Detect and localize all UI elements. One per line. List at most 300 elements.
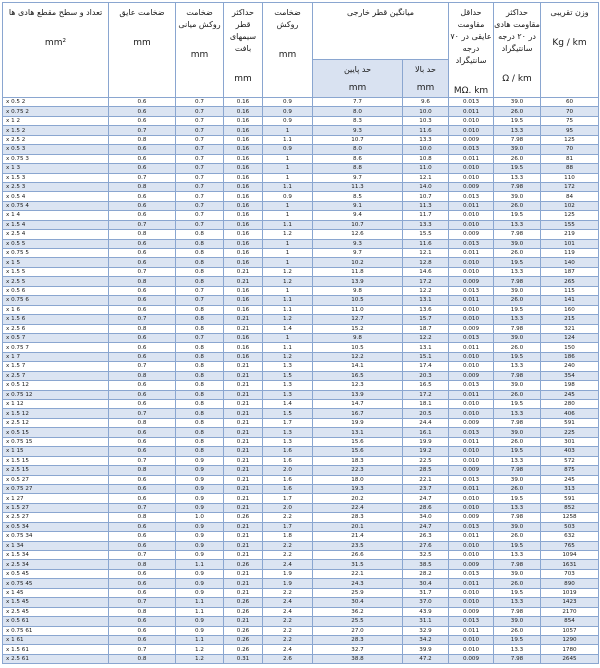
cell-sheath: 1 [263, 126, 313, 135]
cell-od_min: 22.4 [313, 503, 403, 512]
cell-sheath: 2.2 [263, 513, 313, 522]
cell-sheath: 2.2 [263, 541, 313, 550]
table-row [3, 135, 599, 144]
cell-ir: 0.011 [449, 626, 494, 635]
cell-wt: 124 [541, 333, 599, 342]
cell-ir: 0.013 [449, 98, 494, 107]
cell-wt: 403 [541, 447, 599, 456]
cell-od_max: 14.0 [403, 182, 449, 191]
cell-braid: 0.21 [224, 390, 263, 399]
cell-cr: 19.5 [494, 352, 541, 361]
cell-od_min: 32.7 [313, 645, 403, 654]
cell-braid: 0.31 [224, 654, 263, 663]
cell-inner: 0.9 [176, 532, 224, 541]
cell-od_max: 32.9 [403, 626, 449, 635]
cell-braid: 0.21 [224, 267, 263, 276]
cell-ir: 0.010 [449, 126, 494, 135]
cell-cr: 26.0 [494, 154, 541, 163]
cell-wt: 1631 [541, 560, 599, 569]
cell-size: 4 x 0.75 [3, 201, 109, 210]
cell-inner: 0.9 [176, 541, 224, 550]
cell-sheath: 1.3 [263, 381, 313, 390]
cell-od_min: 20.1 [313, 522, 403, 531]
cell-braid: 0.26 [224, 645, 263, 654]
cell-sheath: 2.2 [263, 635, 313, 644]
cell-wt: 186 [541, 352, 599, 361]
cell-od_max: 20.3 [403, 371, 449, 380]
cell-ins: 0.8 [109, 277, 176, 286]
cell-sheath: 1.5 [263, 409, 313, 418]
cell-od_max: 18.7 [403, 324, 449, 333]
cell-cr: 26.0 [494, 249, 541, 258]
table-row [3, 145, 599, 154]
cell-od_max: 16.5 [403, 381, 449, 390]
cell-od_max: 24.7 [403, 494, 449, 503]
cell-wt: 240 [541, 362, 599, 371]
cell-od_min: 23.5 [313, 541, 403, 550]
cell-ir: 0.009 [449, 466, 494, 475]
cell-braid: 0.26 [224, 560, 263, 569]
cell-od_min: 10.7 [313, 135, 403, 144]
cell-od_max: 17.2 [403, 277, 449, 286]
cell-od_min: 18.3 [313, 456, 403, 465]
cell-wt: 172 [541, 182, 599, 191]
cell-ins: 0.6 [109, 192, 176, 201]
table-row [3, 239, 599, 248]
cell-od_max: 11.0 [403, 164, 449, 173]
header-braid-wire-diameter: حداکثر قطر سیمهای بافت mm [224, 3, 263, 98]
cell-size: 2 x 0.5 [3, 98, 109, 107]
table-row [3, 447, 599, 456]
table-row [3, 645, 599, 654]
header-cores-cross-section: تعداد و سطح مقطع هادی ها mm² [3, 3, 109, 98]
cell-od_max: 13.1 [403, 296, 449, 305]
cell-inner: 0.8 [176, 390, 224, 399]
cell-ins: 0.6 [109, 437, 176, 446]
cell-size: 4 x 1.5 [3, 220, 109, 229]
cell-cr: 13.3 [494, 315, 541, 324]
cell-size: 61 x 2.5 [3, 654, 109, 663]
cell-sheath: 1.2 [263, 267, 313, 276]
cell-od_max: 24.4 [403, 418, 449, 427]
cell-ir: 0.013 [449, 381, 494, 390]
cell-od_min: 19.9 [313, 418, 403, 427]
cell-cr: 19.5 [494, 635, 541, 644]
table-row [3, 503, 599, 512]
cell-ins: 0.7 [109, 598, 176, 607]
cell-cr: 7.98 [494, 135, 541, 144]
table-row [3, 352, 599, 361]
cell-sheath: 1.4 [263, 400, 313, 409]
cell-size: 6 x 2.5 [3, 324, 109, 333]
cell-inner: 0.8 [176, 381, 224, 390]
cell-ir: 0.010 [449, 400, 494, 409]
cell-ins: 0.6 [109, 635, 176, 644]
cell-wt: 155 [541, 220, 599, 229]
cell-ins: 0.8 [109, 182, 176, 191]
cell-cr: 13.3 [494, 598, 541, 607]
cell-braid: 0.21 [224, 466, 263, 475]
cell-inner: 0.7 [176, 192, 224, 201]
cell-sheath: 1.6 [263, 456, 313, 465]
cell-sheath: 1.2 [263, 230, 313, 239]
cell-ir: 0.010 [449, 173, 494, 182]
cell-ins: 0.6 [109, 352, 176, 361]
cell-inner: 0.7 [176, 220, 224, 229]
table-row [3, 635, 599, 644]
cell-od_min: 27.0 [313, 626, 403, 635]
cell-cr: 7.98 [494, 560, 541, 569]
cell-size: 5 x 0.75 [3, 249, 109, 258]
cell-sheath: 2.2 [263, 588, 313, 597]
cell-wt: 2170 [541, 607, 599, 616]
cell-od_min: 21.4 [313, 532, 403, 541]
cell-ir: 0.009 [449, 418, 494, 427]
cell-sheath: 1 [263, 249, 313, 258]
cell-cr: 26.0 [494, 579, 541, 588]
cell-size: 27 x 0.5 [3, 475, 109, 484]
table-row [3, 381, 599, 390]
cell-cr: 7.98 [494, 654, 541, 663]
cell-sheath: 1.1 [263, 182, 313, 191]
cell-sheath: 1.7 [263, 494, 313, 503]
cell-cr: 13.3 [494, 551, 541, 560]
cell-cr: 7.98 [494, 466, 541, 475]
cell-cr: 39.0 [494, 145, 541, 154]
cell-od_min: 11.0 [313, 305, 403, 314]
cable-spec-sheet [2, 2, 598, 664]
cell-ir: 0.010 [449, 588, 494, 597]
cell-od_max: 20.5 [403, 409, 449, 418]
table-row [3, 588, 599, 597]
table-row [3, 182, 599, 191]
cell-od_min: 16.5 [313, 371, 403, 380]
cell-braid: 0.16 [224, 192, 263, 201]
table-row [3, 220, 599, 229]
cell-od_max: 13.3 [403, 135, 449, 144]
cell-od_min: 8.6 [313, 154, 403, 163]
cell-wt: 187 [541, 267, 599, 276]
cell-od_max: 31.1 [403, 617, 449, 626]
cell-braid: 0.21 [224, 409, 263, 418]
cell-ins: 0.8 [109, 324, 176, 333]
cell-braid: 0.16 [224, 352, 263, 361]
cell-od_max: 30.4 [403, 579, 449, 588]
cell-size: 6 x 0.75 [3, 296, 109, 305]
cell-od_max: 26.3 [403, 532, 449, 541]
cell-od_max: 15.7 [403, 315, 449, 324]
cell-sheath: 0.9 [263, 98, 313, 107]
cell-od_min: 14.1 [313, 362, 403, 371]
cell-od_max: 43.9 [403, 607, 449, 616]
cell-od_max: 32.5 [403, 551, 449, 560]
cell-wt: 75 [541, 116, 599, 125]
table-row [3, 494, 599, 503]
cell-sheath: 1.6 [263, 475, 313, 484]
cell-size: 2 x 0.75 [3, 107, 109, 116]
cell-sheath: 1.4 [263, 324, 313, 333]
cell-wt: 115 [541, 286, 599, 295]
table-row [3, 513, 599, 522]
cable-spec-table [2, 2, 599, 664]
cell-sheath: 1.3 [263, 362, 313, 371]
cell-od_max: 23.7 [403, 484, 449, 493]
cell-inner: 0.8 [176, 277, 224, 286]
cell-ins: 0.6 [109, 617, 176, 626]
cell-od_min: 9.1 [313, 201, 403, 210]
cell-size: 34 x 1.5 [3, 551, 109, 560]
cell-braid: 0.16 [224, 98, 263, 107]
cell-inner: 0.7 [176, 145, 224, 154]
cell-cr: 19.5 [494, 258, 541, 267]
cell-inner: 0.8 [176, 437, 224, 446]
cell-ir: 0.010 [449, 220, 494, 229]
cell-od_max: 24.7 [403, 522, 449, 531]
cell-sheath: 1.3 [263, 428, 313, 437]
cell-braid: 0.21 [224, 428, 263, 437]
cell-size: 7 x 0.5 [3, 333, 109, 342]
cell-ir: 0.010 [449, 352, 494, 361]
cell-inner: 0.8 [176, 352, 224, 361]
cell-size: 45 x 1 [3, 588, 109, 597]
cell-od_min: 10.7 [313, 220, 403, 229]
cell-ir: 0.010 [449, 164, 494, 173]
cell-sheath: 1.8 [263, 532, 313, 541]
cell-ir: 0.011 [449, 532, 494, 541]
cell-inner: 0.9 [176, 466, 224, 475]
cell-sheath: 1.9 [263, 579, 313, 588]
cell-cr: 7.98 [494, 607, 541, 616]
table-body [3, 98, 599, 664]
cell-sheath: 1 [263, 333, 313, 342]
cell-wt: 313 [541, 484, 599, 493]
cell-ir: 0.013 [449, 428, 494, 437]
cell-cr: 7.98 [494, 513, 541, 522]
cell-inner: 1.0 [176, 513, 224, 522]
cell-inner: 0.8 [176, 400, 224, 409]
table-row [3, 315, 599, 324]
cell-wt: 1780 [541, 645, 599, 654]
cell-ir: 0.011 [449, 579, 494, 588]
cell-ir: 0.010 [449, 447, 494, 456]
cell-inner: 1.1 [176, 598, 224, 607]
cell-ins: 0.6 [109, 522, 176, 531]
cell-size: 12 x 0.75 [3, 390, 109, 399]
cell-size: 27 x 2.5 [3, 513, 109, 522]
cell-cr: 39.0 [494, 428, 541, 437]
cell-wt: 503 [541, 522, 599, 531]
cell-ins: 0.6 [109, 201, 176, 210]
cell-braid: 0.21 [224, 362, 263, 371]
cell-cr: 19.5 [494, 164, 541, 173]
cell-sheath: 2.2 [263, 617, 313, 626]
cell-od_min: 8.8 [313, 164, 403, 173]
cell-cr: 39.0 [494, 381, 541, 390]
cell-braid: 0.21 [224, 541, 263, 550]
cell-od_max: 14.6 [403, 267, 449, 276]
cell-wt: 1019 [541, 588, 599, 597]
cell-wt: 406 [541, 409, 599, 418]
cell-braid: 0.21 [224, 447, 263, 456]
cell-ins: 0.6 [109, 154, 176, 163]
cell-sheath: 0.9 [263, 116, 313, 125]
cell-sheath: 2.0 [263, 503, 313, 512]
cell-od_min: 25.5 [313, 617, 403, 626]
table-row [3, 626, 599, 635]
cell-cr: 26.0 [494, 296, 541, 305]
cell-cr: 13.3 [494, 409, 541, 418]
cell-od_min: 22.1 [313, 569, 403, 578]
cell-size: 6 x 0.5 [3, 286, 109, 295]
cell-inner: 0.8 [176, 324, 224, 333]
table-row [3, 324, 599, 333]
cell-wt: 119 [541, 249, 599, 258]
table-row [3, 551, 599, 560]
cell-od_max: 12.2 [403, 333, 449, 342]
cell-ir: 0.010 [449, 211, 494, 220]
cell-wt: 245 [541, 390, 599, 399]
cell-inner: 0.7 [176, 201, 224, 210]
header-weight: وزن تقریبی Kg / km [541, 3, 599, 98]
cell-od_min: 12.2 [313, 352, 403, 361]
cell-cr: 13.3 [494, 126, 541, 135]
table-row [3, 579, 599, 588]
cell-ins: 0.6 [109, 211, 176, 220]
cell-cr: 26.0 [494, 107, 541, 116]
cell-ir: 0.010 [449, 551, 494, 560]
cell-wt: 280 [541, 400, 599, 409]
cell-ins: 0.8 [109, 513, 176, 522]
cell-inner: 0.8 [176, 305, 224, 314]
cell-ir: 0.011 [449, 249, 494, 258]
cell-wt: 765 [541, 541, 599, 550]
cell-braid: 0.21 [224, 494, 263, 503]
cell-size: 15 x 1 [3, 447, 109, 456]
cell-sheath: 1.9 [263, 569, 313, 578]
cell-od_min: 9.4 [313, 211, 403, 220]
cell-ins: 0.6 [109, 98, 176, 107]
cell-inner: 0.8 [176, 371, 224, 380]
cell-od_min: 10.5 [313, 296, 403, 305]
cell-braid: 0.21 [224, 277, 263, 286]
cell-od_max: 13.6 [403, 305, 449, 314]
cell-ir: 0.010 [449, 541, 494, 550]
cell-inner: 0.7 [176, 135, 224, 144]
cell-od_max: 15.5 [403, 230, 449, 239]
cell-od_max: 10.0 [403, 107, 449, 116]
table-row [3, 569, 599, 578]
cell-wt: 2645 [541, 654, 599, 663]
cell-od_max: 11.7 [403, 211, 449, 220]
cell-od_max: 12.1 [403, 173, 449, 182]
cell-od_max: 34.0 [403, 513, 449, 522]
cell-inner: 0.9 [176, 503, 224, 512]
cell-ins: 0.8 [109, 371, 176, 380]
cell-ins: 0.8 [109, 418, 176, 427]
cell-sheath: 1.2 [263, 352, 313, 361]
cell-wt: 1423 [541, 598, 599, 607]
cell-braid: 0.16 [224, 201, 263, 210]
cell-wt: 852 [541, 503, 599, 512]
cell-sheath: 1 [263, 154, 313, 163]
cell-braid: 0.21 [224, 569, 263, 578]
table-row [3, 560, 599, 569]
cell-od_min: 15.6 [313, 437, 403, 446]
cell-wt: 225 [541, 428, 599, 437]
cell-size: 34 x 0.75 [3, 532, 109, 541]
cell-size: 5 x 2.5 [3, 277, 109, 286]
cell-od_min: 12.3 [313, 381, 403, 390]
cell-ins: 0.8 [109, 654, 176, 663]
cell-wt: 101 [541, 239, 599, 248]
cell-ins: 0.6 [109, 381, 176, 390]
table-row [3, 598, 599, 607]
cell-od_min: 24.3 [313, 579, 403, 588]
cell-ir: 0.010 [449, 116, 494, 125]
cell-od_min: 9.3 [313, 126, 403, 135]
cell-size: 3 x 0.5 [3, 145, 109, 154]
cell-wt: 591 [541, 494, 599, 503]
cell-ins: 0.6 [109, 494, 176, 503]
cell-od_min: 9.7 [313, 173, 403, 182]
cell-od_min: 9.8 [313, 286, 403, 295]
cell-wt: 70 [541, 107, 599, 116]
cell-inner: 0.8 [176, 249, 224, 258]
cell-ins: 0.6 [109, 164, 176, 173]
cell-size: 3 x 0.75 [3, 154, 109, 163]
table-row [3, 173, 599, 182]
cell-size: 15 x 2.5 [3, 466, 109, 475]
cell-ir: 0.011 [449, 107, 494, 116]
cell-od_max: 28.2 [403, 569, 449, 578]
table-row [3, 154, 599, 163]
cell-size: 5 x 0.5 [3, 239, 109, 248]
cell-cr: 7.98 [494, 230, 541, 239]
table-row [3, 371, 599, 380]
cell-size: 6 x 1 [3, 305, 109, 314]
cell-size: 4 x 2.5 [3, 230, 109, 239]
cell-ir: 0.011 [449, 437, 494, 446]
cell-od_min: 16.7 [313, 409, 403, 418]
table-row [3, 654, 599, 663]
table-row [3, 362, 599, 371]
cell-cr: 39.0 [494, 569, 541, 578]
cell-ir: 0.011 [449, 296, 494, 305]
cell-braid: 0.21 [224, 588, 263, 597]
cell-ins: 0.7 [109, 126, 176, 135]
cell-braid: 0.21 [224, 315, 263, 324]
table-row [3, 164, 599, 173]
cell-od_max: 11.3 [403, 201, 449, 210]
cell-od_min: 8.3 [313, 116, 403, 125]
cell-inner: 0.8 [176, 428, 224, 437]
cell-sheath: 1.7 [263, 418, 313, 427]
cell-ir: 0.010 [449, 315, 494, 324]
cell-ins: 0.6 [109, 447, 176, 456]
cell-od_max: 12.2 [403, 286, 449, 295]
cell-size: 5 x 1.5 [3, 267, 109, 276]
cell-ir: 0.010 [449, 645, 494, 654]
cell-od_min: 26.6 [313, 551, 403, 560]
cell-od_min: 12.7 [313, 315, 403, 324]
cell-ir: 0.009 [449, 654, 494, 663]
cell-ir: 0.011 [449, 343, 494, 352]
cell-size: 61 x 1 [3, 635, 109, 644]
cell-wt: 245 [541, 475, 599, 484]
cell-cr: 19.5 [494, 116, 541, 125]
cell-ir: 0.009 [449, 277, 494, 286]
cell-size: 15 x 1.5 [3, 456, 109, 465]
